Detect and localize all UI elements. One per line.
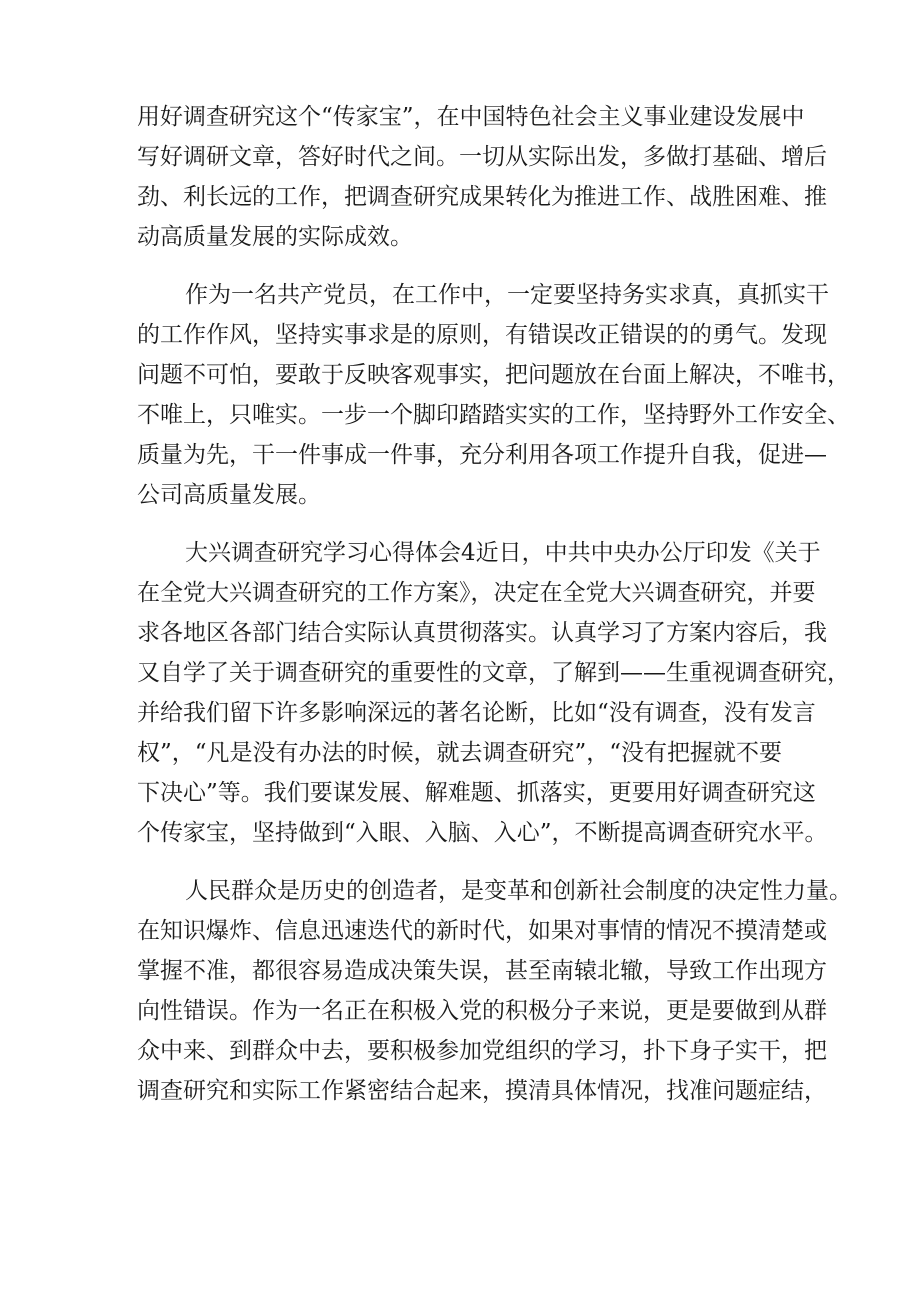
text-line: 的工作作风，坚持实事求是的原则，有错误改正错误的的勇气。发现 — [137, 322, 827, 348]
text-line: 写好调研文章，答好时代之间。一切从实际出发，多做打基础、增后 — [137, 144, 827, 170]
text-line: 下决心”等。我们要谋发展、解难题、抓落实，更要用好调查研究这 — [137, 780, 816, 806]
text-line: 劲、利长远的工作，把调查研究成果转化为推进工作、战胜困难、推 — [137, 184, 827, 210]
paragraph-spacer — [137, 257, 797, 275]
paragraph-2 — [137, 275, 850, 515]
paragraph-spacer — [137, 853, 797, 871]
text-line: 人民群众是历史的创造者，是变革和创新社会制度的决定性力量。 — [185, 878, 852, 904]
text-line: 在知识爆炸、信息迅速迭代的新时代，如果对事情的情况不摸清楚或 — [137, 918, 827, 944]
text-line: 并给我们留下许多影响深远的著名论断，比如“没有调查，没有发言 — [137, 700, 816, 726]
document-body — [137, 97, 852, 1111]
text-line: 不唯上，只唯实。一步一个脚印踏踏实实的工作，坚持野外工作安全、 — [137, 402, 850, 428]
text-line: 个传家宝，坚持做到“入眼、入脑、入心”，不断提高调查研究水平。 — [137, 820, 828, 846]
text-line: 动高质量发展的实际成效。 — [137, 224, 413, 250]
text-line: 众中来、到群众中去，要积极参加党组织的学习，扑下身子实干，把 — [137, 1038, 827, 1064]
text-line: 公司高质量发展。 — [137, 482, 321, 508]
text-line: 向性错误。作为一名正在积极入党的积极分子来说，更是要做到从群 — [137, 998, 827, 1024]
text-line: 又自学了关于调查研究的重要性的文章，了解到——生重视调查研究， — [137, 660, 850, 686]
text-line: 掌握不准，都很容易造成决策失误，甚至南辕北辙，导致工作出现方 — [137, 958, 827, 984]
text-line: 在全党大兴调查研究的工作方案》，决定在全党大兴调查研究，并要 — [137, 580, 816, 606]
text-line: 作为一名共产党员，在工作中，一定要坚持务实求真，真抓实干 — [185, 282, 829, 308]
paragraph-3 — [137, 533, 850, 853]
text-line: 用好调查研究这个“传家宝”，在中国特色社会主义事业建设发展中 — [137, 104, 805, 130]
paragraph-4 — [137, 871, 852, 1111]
text-line: 调查研究和实际工作紧密结合起来，摸清具体情况，找准问题症结， — [137, 1078, 827, 1104]
text-line: 权”，“凡是没有办法的时候，就去调查研究”，“没有把握就不要 — [137, 740, 783, 766]
text-line: 质量为先，干一件事成一件事，充分利用各项工作提升自我，促进— — [137, 442, 827, 468]
paragraph-spacer — [137, 515, 797, 533]
text-line: 大兴调查研究学习心得体会4近日，中共中央办公厅印发《关于 — [185, 540, 821, 566]
text-line: 问题不可怕，要敢于反映客观事实，把问题放在台面上解决，不唯书， — [137, 362, 850, 388]
text-line: 求各地区各部门结合实际认真贯彻落实。认真学习了方案内容后，我 — [137, 620, 827, 646]
paragraph-1 — [137, 97, 827, 257]
